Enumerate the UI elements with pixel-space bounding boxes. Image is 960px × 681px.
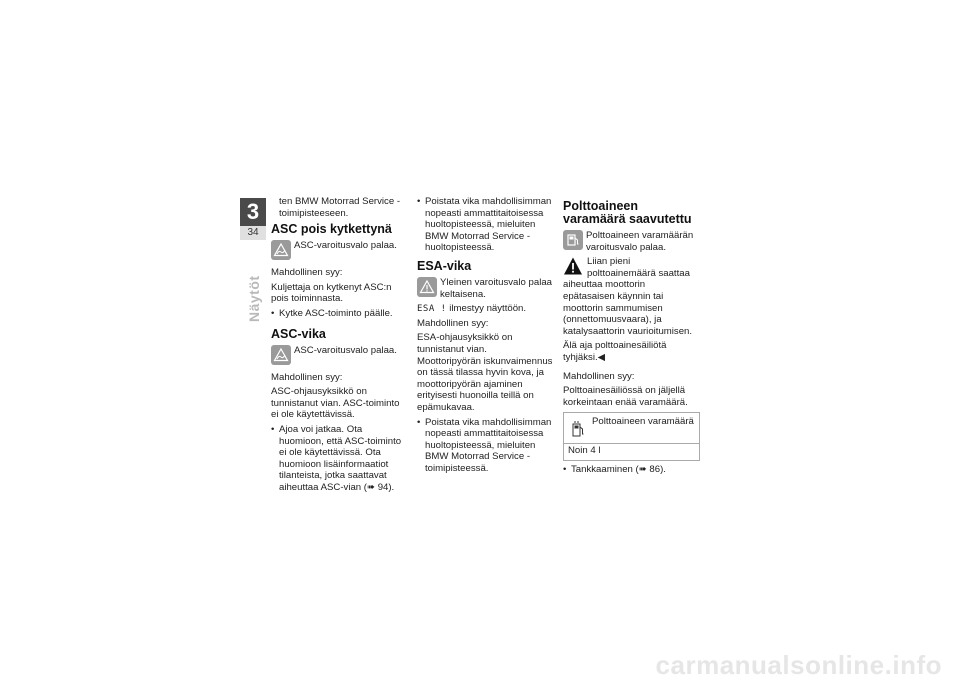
page-number: 34	[240, 226, 266, 240]
column-3	[563, 196, 699, 478]
chapter-side-label	[246, 262, 266, 322]
esa-display-code: ESA !	[417, 304, 447, 315]
fuel-table-label: Polttoaineen varamäärä	[592, 416, 694, 428]
esa-display-line: ESA ! ilmestyy näyttöön.	[417, 303, 527, 315]
asc-fault-warning: ASC-varoitusvalo palaa.	[271, 345, 407, 365]
fuel-reserve-light-icon	[563, 230, 583, 250]
watermark-text: carmanualsonline.info	[655, 650, 942, 680]
hazard-warning-icon	[563, 256, 583, 276]
service-bullet: • Poistata vika mahdollisimman nopeasti ammattitaitoisessa huoltopisteessä, mieluiten BMW Motorrad Service -huoltopisteessä.	[417, 196, 553, 254]
footer-watermark	[0, 646, 960, 679]
heading-esa-fault: ESA-vika	[417, 258, 472, 273]
heading-asc-off: ASC pois kytkettynä	[271, 222, 392, 237]
column-1	[271, 196, 407, 496]
asc-off-warning: ASC-varoitusvalo palaa.	[271, 240, 407, 260]
asc-off-cause-label: Mahdollinen syy:	[271, 267, 343, 279]
asc-off-bullet: • Kytke ASC-toiminto päälle.	[271, 308, 407, 320]
heading-fuel-reserve: Polttoaineen varamäärä saavutettu	[563, 199, 692, 226]
asc-fault-bullet: • Ajoa voi jatkaa. Ota huomioon, että ASC-toiminto ei ole käytettävissä. Ota huomioon lisäinformaatiot tilanteista, jotka saattavat aiheuttaa ASC-vian (➠ 94).	[271, 424, 407, 494]
asc-fault-cause-text: ASC-ohjausyksikkö on tunnistanut vian. ASC-toiminto ei ole käytettävissä.	[271, 386, 400, 421]
fuel-cause-text: Polttoainesäiliössä on jäljellä korkeintaan enää varamäärä.	[563, 385, 688, 408]
esa-cause-text: ESA-ohjausyksikkö on tunnistanut vian. Moottoripyörän iskunvaimennus on tässä tilassa hyvin kova, ja moottoripyörän ajaminen erityisesti huonoilla teillä on epämukavaa.	[417, 332, 553, 413]
chapter-number: 3	[240, 198, 266, 226]
fuel-warning: Polttoaineen varamäärän varoitusvalo palaa.	[563, 230, 699, 253]
fuel-reserve-table	[563, 412, 700, 461]
fuel-hazard-extra: Älä aja polttoainesäiliötä tyhjäksi.◀	[563, 340, 667, 363]
column-2	[417, 196, 553, 476]
asc-warning-light-icon	[271, 240, 291, 260]
asc-off-cause-text: Kuljettaja on kytkenyt ASC:n pois toiminnasta.	[271, 281, 392, 305]
chapter-title: Näytöt	[246, 275, 262, 322]
asc-fault-cause-label: Mahdollinen syy:	[271, 371, 343, 383]
fuel-pump-icon	[571, 420, 585, 438]
fuel-table-value: Noin 4 l	[568, 445, 601, 457]
general-warning-light-icon	[417, 277, 437, 297]
fuel-cause-label: Mahdollinen syy:	[563, 370, 635, 382]
esa-cause-label: Mahdollinen syy:	[417, 317, 489, 329]
heading-asc-fault: ASC-vika	[271, 326, 326, 341]
asc-warning-light-icon	[271, 345, 291, 365]
esa-bullet: • Poistata vika mahdollisimman nopeasti ammattitaitoisessa huoltopisteessä, mieluiten BMW Motorrad Service -toimipisteessä.	[417, 417, 553, 475]
intro-text: ten BMW Motorrad Service - toimipisteeseen.	[279, 196, 401, 219]
fuel-bullet: • Tankkaaminen (➠ 86).	[563, 464, 699, 476]
fuel-hazard-notice: Liian pieni polttoainemäärä saattaa aiheuttaa moottorin epätasaisen käynnin tai moottorin sammumisen (onnettomuusvaara), ja katalysaattorin vaurioitumisen.	[563, 256, 693, 337]
esa-warning: Yleinen varoitusvalo palaa keltaisena.	[417, 277, 553, 300]
